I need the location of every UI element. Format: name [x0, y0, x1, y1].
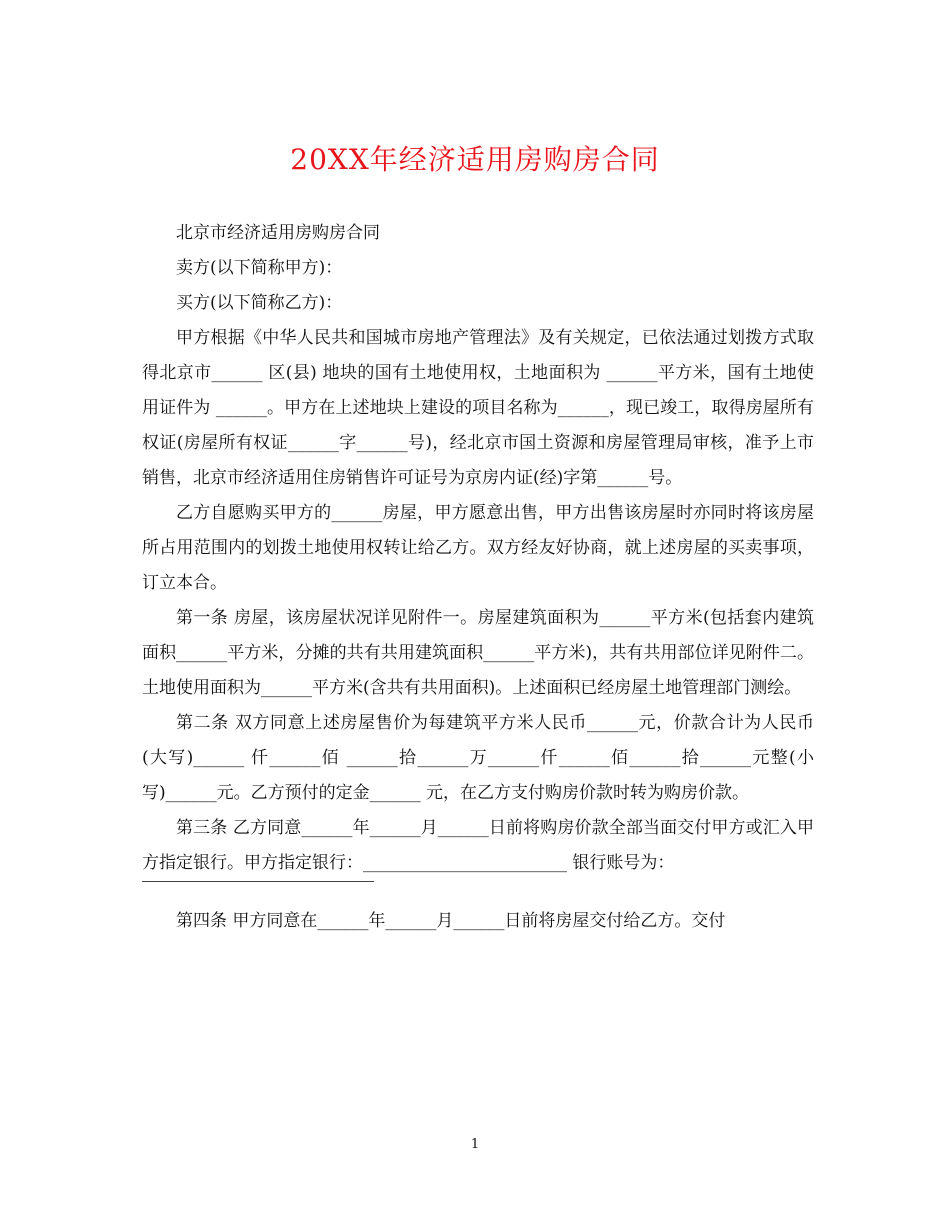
- paragraph-seller: 卖方(以下简称甲方)：: [176, 258, 343, 278]
- account-number-blank-line: [142, 881, 374, 882]
- paragraph-purchase-intent: 乙方自愿购买甲方的______房屋，甲方愿意出售，甲方出售该房屋时亦同时将该房屋所占用范围内的划拨土地使用权转让给乙方。双方经友好协商，就上述房屋的买卖事项，订立本合。: [142, 503, 814, 593]
- paragraph-article-2: 第二条 双方同意上述房屋售价为每建筑平方米人民币______元，价款合计为人民币(大写)______ 仟______佰 ______拾______万______仟______佰______拾______元整(小写)______元。乙方预付的定金______ 元，在乙方支付购房价款时转为购房价款。: [142, 713, 814, 803]
- document-body: [142, 216, 814, 939]
- paragraph-land-basis: 甲方根据《中华人民共和国城市房地产管理法》及有关规定，已依法通过划拨方式取得北京市______ 区(县) 地块的国有土地使用权，土地面积为 ______平方米，国有土地使用证件为 ______。甲方在上述地块上建设的项目名称为______，现已竣工，取得房屋所有权证(房屋所有权证______字______号)，经北京市国土资源和房屋管理局审核，准予上市销售，北京市经济适用住房销售许可证号为京房内证(经)字第______号。: [142, 328, 814, 488]
- paragraph-heading: 北京市经济适用房购房合同: [176, 223, 380, 243]
- paragraph-buyer: 买方(以下简称乙方)：: [176, 293, 343, 313]
- paragraph-article-3: 第三条 乙方同意______年______月______日前将购房价款全部当面交付甲方或汇入甲方指定银行。甲方指定银行：________________________ 银行账号为：: [142, 818, 814, 873]
- paragraph-article-1: 第一条 房屋，该房屋状况详见附件一。房屋建筑面积为______平方米(包括套内建筑面积______平方米，分摊的共有共用建筑面积______平方米)，共有共用部位详见附件二。土地使用面积为______平方米(含共有共用面积)。上述面积已经房屋土地管理部门测绘。: [142, 608, 814, 698]
- page-number: 1: [470, 1137, 480, 1152]
- paragraph-article-4: 第四条 甲方同意在______年______月______日前将房屋交付给乙方。交付: [176, 911, 726, 931]
- document-title: 20XX年经济适用房购房合同: [290, 143, 660, 176]
